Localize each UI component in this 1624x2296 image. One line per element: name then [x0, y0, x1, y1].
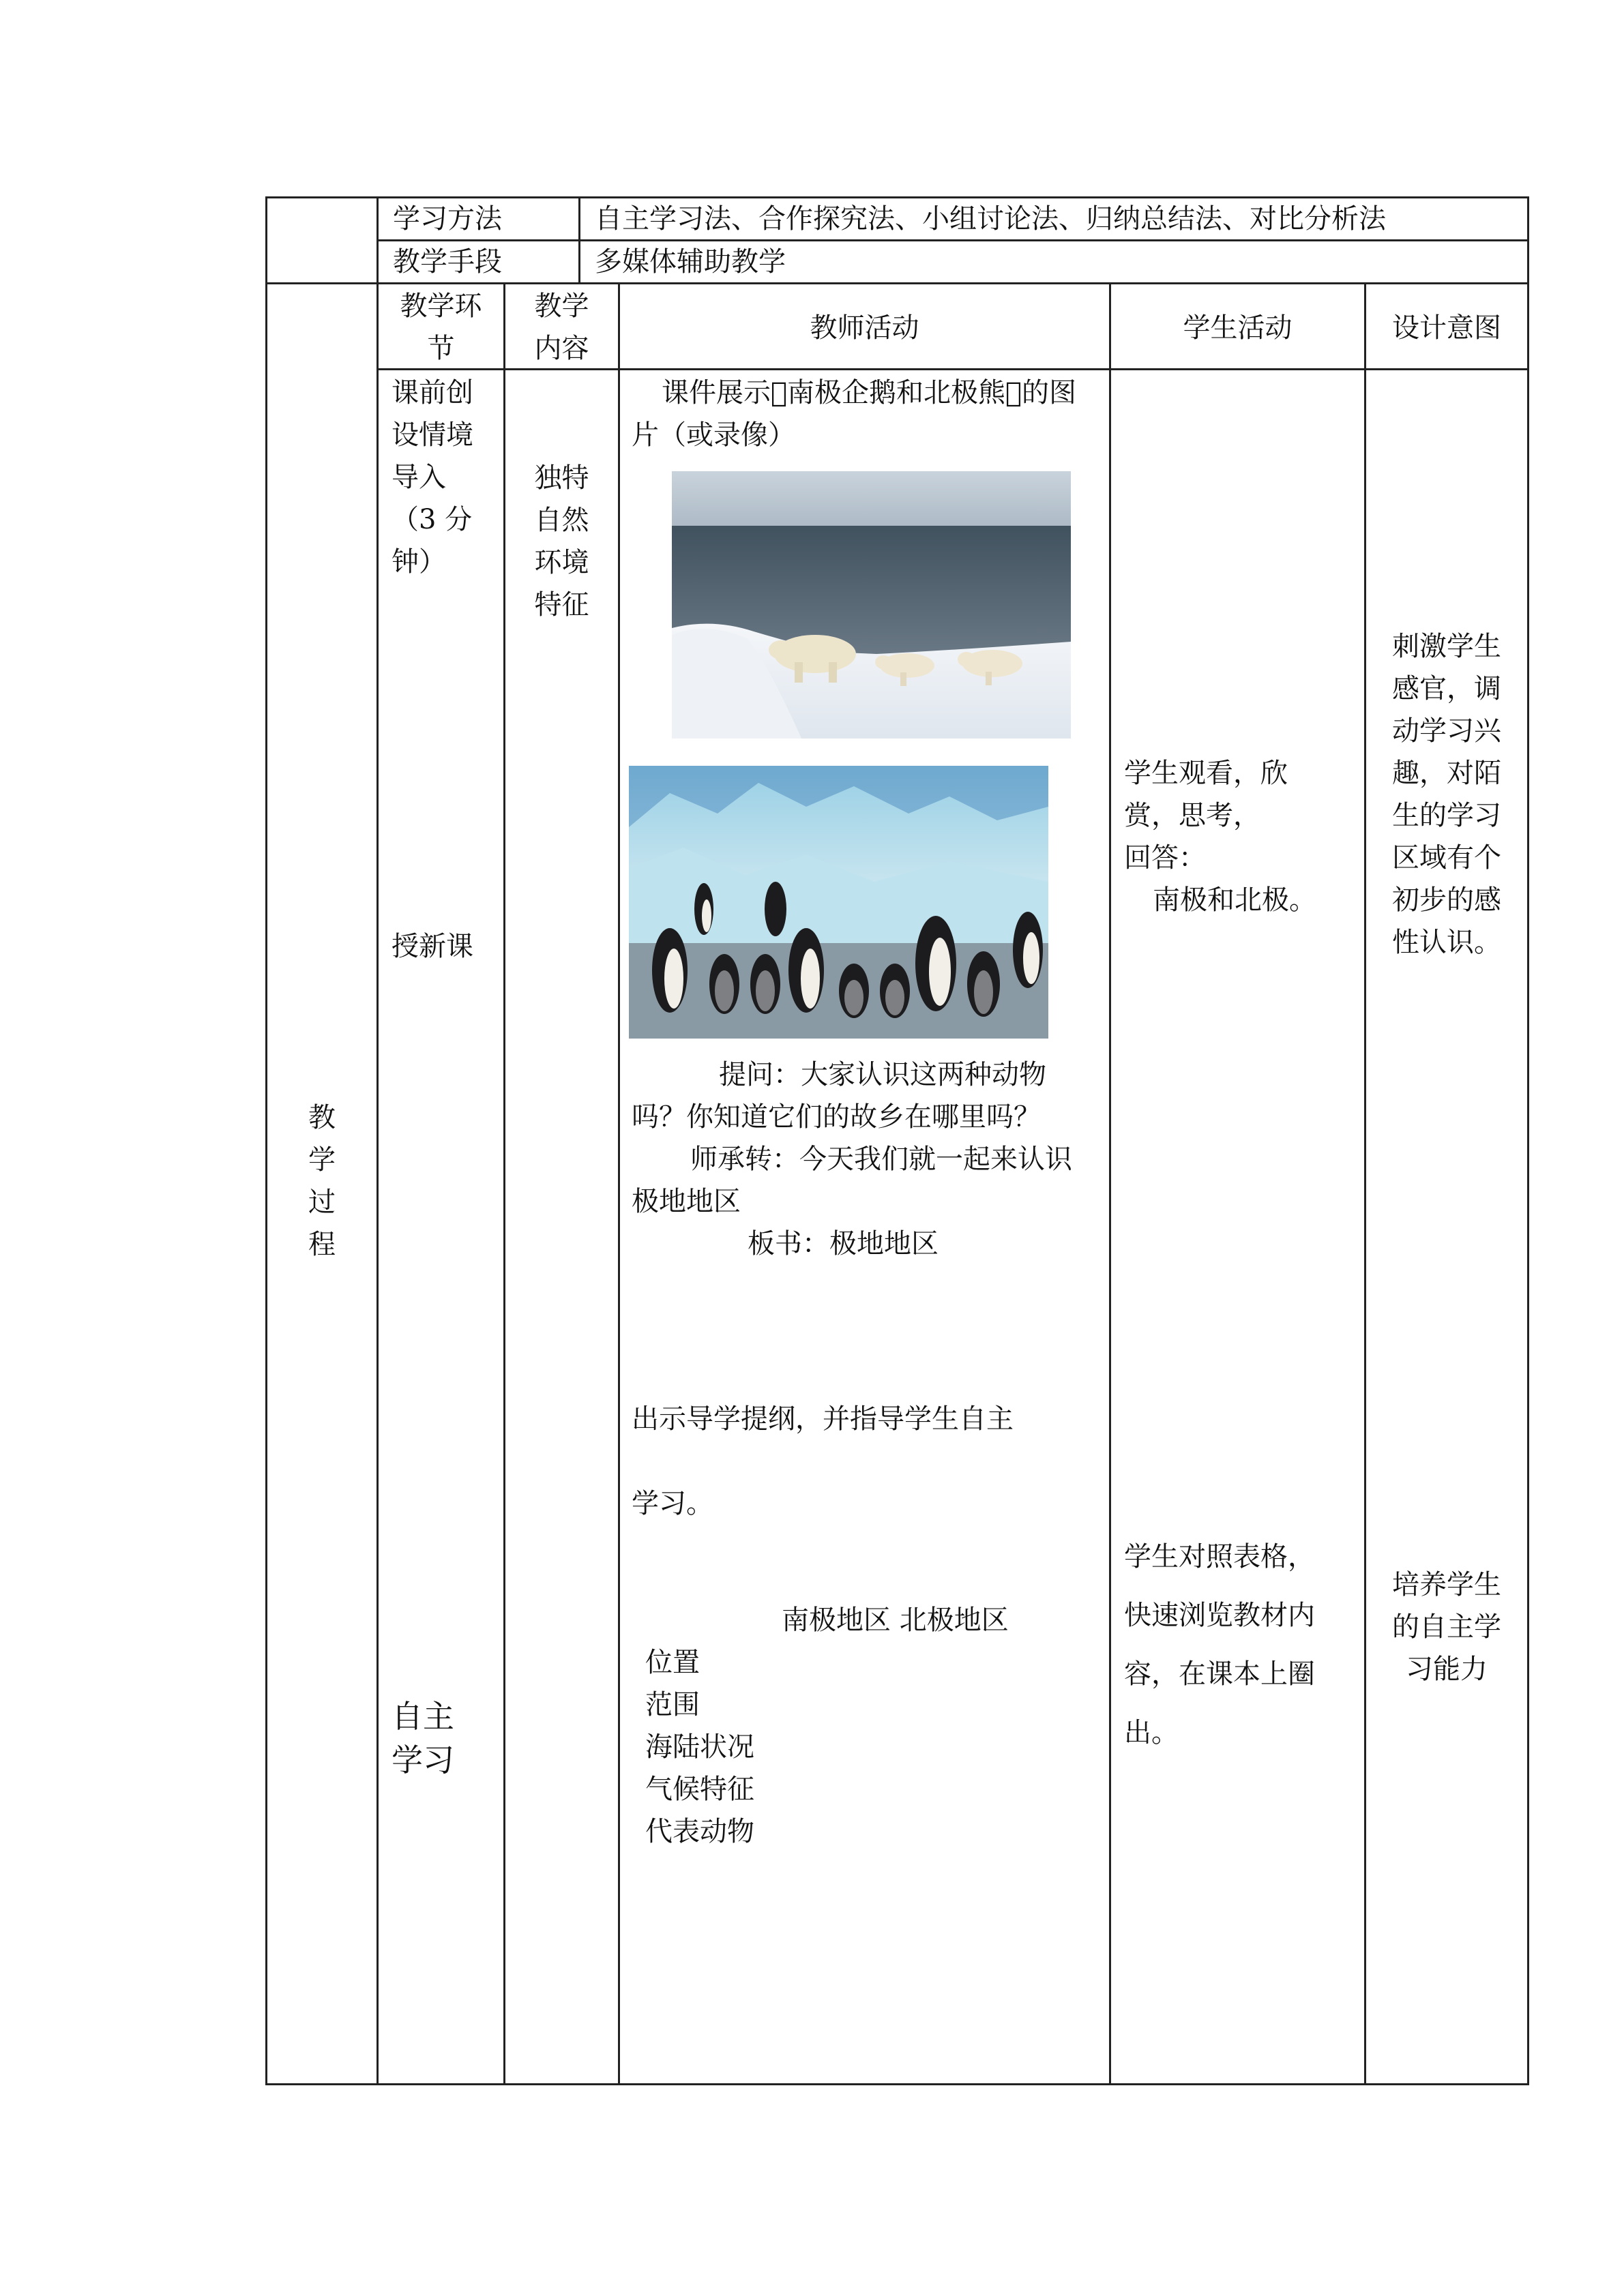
polar-bear-photo: [672, 471, 1071, 739]
teacher-question-line1: 提问：大家认识这两种动物: [719, 1059, 1046, 1090]
guide-row-range: 范围: [645, 1689, 700, 1720]
penguin-photo: [629, 766, 1048, 1039]
design-intent-1: 刺激学生 感官，调 动学习兴 趣，对陌 生的学习 区域有个 初步的感 性认识。: [1392, 631, 1501, 958]
col-header-content: 教学 内容: [534, 290, 589, 364]
student-activity-1: 学生观看，欣 赏，思考， 回答： 南极和北极。: [1124, 758, 1316, 916]
teacher-transition-line2: 极地地区: [632, 1186, 741, 1217]
side-label-teaching-process: 教 学 过 程: [308, 1102, 336, 1260]
methods-label: 学习方法: [393, 203, 502, 235]
col-header-design: 设计意图: [1392, 312, 1501, 344]
stage-intro: 课前创 设情境 导入 （3 分 钟）: [392, 377, 473, 578]
teacher-guide-line2: 学习。: [632, 1488, 713, 1519]
col-header-student: 学生活动: [1183, 312, 1293, 344]
guide-row-land-sea: 海陆状况: [645, 1731, 754, 1763]
guide-table-header: 南极地区 北极地区: [782, 1605, 1009, 1636]
teacher-transition-line1: 师承转：今天我们就一起来认识: [690, 1144, 1072, 1175]
col-header-stage: 教学环 节: [400, 290, 482, 364]
table-border-right: [1527, 196, 1529, 2085]
col-divider: [1109, 282, 1111, 2085]
col-divider: [618, 282, 620, 2085]
teacher-show-line1: 课件展示 南极企鹅和北极熊 的图: [662, 377, 1077, 408]
methods-value: 自主学习法、合作探究法、小组讨论法、归纳总结法、对比分析法: [595, 203, 1386, 235]
teacher-board-note: 板书：极地地区: [748, 1228, 939, 1259]
stage-self-study: 自主 学习: [392, 1698, 454, 1778]
student-activity-2: 学生对照表格， 快速浏览教材内 容，在课本上圈 出。: [1124, 1541, 1315, 1748]
teacher-show-line2: 片（或录像）: [632, 419, 795, 451]
col-header-teacher: 教师活动: [810, 312, 919, 344]
col-divider: [1364, 282, 1366, 2085]
col-divider: [377, 196, 379, 2085]
means-value: 多媒体辅助教学: [595, 246, 786, 278]
col-divider: [578, 196, 580, 282]
guide-row-climate: 气候特征: [645, 1774, 754, 1805]
guide-table-rows: [645, 1641, 754, 1853]
guide-row-position: 位置: [645, 1647, 700, 1678]
teacher-question-line2: 吗？你知道它们的故乡在哪里吗？: [632, 1101, 1041, 1133]
design-intent-2: 培养学生 的自主学 习能力: [1392, 1569, 1501, 1685]
table-border-bottom: [265, 2083, 1529, 2085]
means-label: 教学手段: [393, 246, 502, 278]
guide-row-animals: 代表动物: [645, 1816, 754, 1847]
stage-new-lesson: 授新课: [392, 931, 473, 962]
content-unique-environment: 独特 自然 环境 特征: [534, 462, 589, 621]
teacher-guide-line1: 出示导学提纲，并指导学生自主: [632, 1403, 1014, 1435]
